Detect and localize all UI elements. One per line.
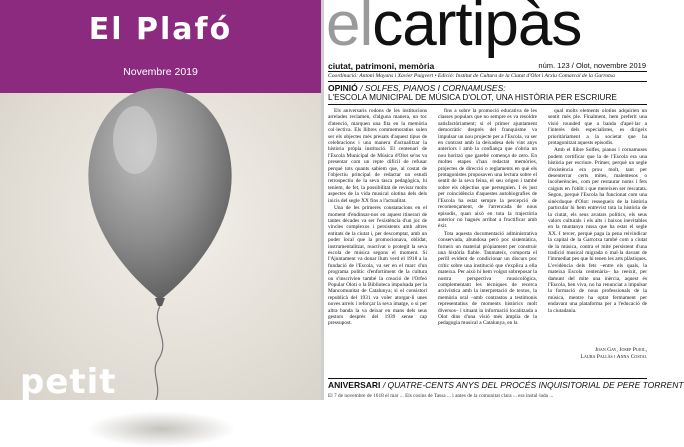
masthead-dark: cartipàs (372, 0, 582, 59)
section-label: OPINIÓ (328, 83, 358, 93)
issue-info: núm. 123 / Olot, novembre 2019 (538, 61, 646, 70)
rule (328, 378, 647, 379)
paragraph: Tota aquesta documentació administrativa conservada, abundosa però poc sistemàtica, forneix un material pròpiament per construir una història fiable. Tanmateix, comporta el perill evident de condicionar un discurs poc crític sobre una institució que s'explica a ella mateixa. Per això hi hem volgut sobreposar la nostra perspectiva musicològica, complementant les tècniques de recerca arxivística amb la interpretació de textos, la memòria oral –amb contrastos a testimonis representatius de moments històrics molt diversos– i situant la informació localitzada a Olot dins d'una visió més àmplia de la pedagogia musical a Catalunya, en la (438, 230, 537, 327)
masthead-subtitle: ciutat, patrimoni, memòria (328, 61, 435, 71)
balloon-shadow (86, 411, 236, 447)
masthead-light: el (326, 0, 373, 59)
paragraph: Els aniversaris rodons de les institucions arrelades reclamen, d'alguna manera, un toc d'atenció, marquen una fita en la memòria col·lectiva. Els llibres commemoratius solen ser els objectes més preuats d'aquest tipus de celebracions i una manera d'actualitzar la història pròpia institució. El centenari de l'Escola Municipal de Música d'Olot se'ns va presentar com un repte difícil de refusar perquè tots quants sabíem que, al costat de l'objectiu principal de redactar un estudi retrospectiu de la seva tasca pedagògica, hi teníem, de fet, la possibilitat de revisar molts aspectes de la vida musical olotina dels dels inicis del segle XX fins a l'actualitat. (328, 108, 427, 204)
paragraph: Amb el llibre Solfes, pianos i cornamuses podem certificar que la de l'Escola era una història per escriure. Primer, perquè un segle d'existència era prou molt, tant per desenterrar certs mites, malentesos o incoherències, com per restaurar noms i fets caiguts en l'oblit i que mereixen ser rescatats. Segon, perquè l'Escola ha funcionat com una sinècdoque d'Olot: ressegueix de la història particular hi hem entrevist tota la història de la ciutat, els seus avatars polítics, els seus valors culturals i els alts i baixos inevitables en la muntanya russa que ha estat el segle XX. I tercer, perquè paga la pena reivindicar la capital de la Garrotxa també com a ciutat de la música, contra el mite persistent d'una tradició musical migrada o mal·la davant de l'immediat pes que hi tenen les arts plàstiques. L'evidència dels fets –entre els quals, la mateixa Escola centenària– ha reeixit, per damunt del mite una inèrcia, aquest és l'Escola, ben viva, no ha renunciat a impulsar la formació de nous professionals de la música, mentre ha optat fermament per endavant una plataforma per a l'educació de la ciutadania. (548, 147, 647, 314)
next-article-text: El 7 de novembre de 1618 el mar ... Els cosins de Tassa ... i antes de la comunitat clara ... era instal·lada ... (328, 393, 554, 399)
paragraph: qual molts elements olotins adquirien un sentit més ple. Finalment, hem preferit una visió rounded que a banda d'apel·lar a l'interès dels especialistes, es dirigeix prioritàriament a la societat que ha protagonitzat aquests episodis. (548, 108, 647, 147)
balloon-illustration (0, 0, 321, 400)
section-heading-aniversari (328, 380, 684, 390)
section-label: ANIVERSARI (328, 380, 381, 390)
cover-date: Novembre 2019 (123, 66, 198, 78)
rule (328, 104, 647, 105)
page-divider (321, 0, 324, 400)
article-column-2 (438, 108, 537, 378)
article-column-1 (328, 108, 427, 378)
cover-title: El Plafó (88, 12, 233, 47)
cover-panel (0, 0, 321, 400)
cover-word: petit (20, 362, 117, 402)
masthead (326, 0, 582, 59)
article-column-3 (548, 108, 647, 346)
credits-line: Coordinació: Antoni Mayans i Xavier Puigvert • Edició: Institut de Cultura de la Ciutat d'Olot i Arxiu Comarcal de la Garrotxa (328, 73, 615, 79)
rule (328, 81, 647, 82)
rule (328, 71, 647, 72)
paragraph: fins a sobre la promoció educativa de les classes populars que no sempre es va resoldre satisfactòriament; si el primer ajuntament democràtic després del franquisme va impulsar un nou projecte per a l'Escola, va ser en contrast amb la deixadesa dels vint anys anteriors i amb la confiança que s'obria un nou horitzó que garebé comença de zero. En moltes etapes s'han redactat memòries, projectes de direcció o reglaments en què els protagonistes proposaven una lectura sobre el sentit de la seva feina, el seu origen i també sobre els objectius que perseguien. I és just per coincidència d'aquestes autobiografies de l'Escola ha estat sempre la percepció de recomençament, de l'arrencada de nous episodis, quan això en tota la trajectòria anterior no hagués arribat a fructificar amb èxit. (438, 108, 537, 230)
section-sub: / QUATRE-CENTS ANYS DEL PROCÉS INQUISITORIAL DE PERE TORRENT (382, 380, 684, 390)
section-heading-opinio (328, 83, 647, 93)
newspaper-page (326, 0, 684, 400)
article-signature: Joan Gay, Josep Pujol, Laura Pallàs i Anna Costal (580, 347, 647, 360)
section-sub: / SOLFES, PIANOS I CORNAMUSES: (360, 83, 506, 93)
paragraph: Una de les primeres constatacions en el moment d'endinsar-nos en aquest itinerari de tantes dècades va ser l'existència d'un joc de vincles complexos i persistents amb altres entitats de la ciutat i, per descomptat, amb un poder local que la promocionava, oblidat, instrumentalitzat, reactivat o protegit la seva escola de música segons el moment. Si l'Ajuntament va donar llum verd el 1918 a la fundació de l'Escola, va ser en el marc d'un programa polític d'enfortiment de la cultura on s'inscrivien també la creació de l'Orfeó Popular Olotí o la Biblioteca impulsada per la Mancomunitat de Catalunya; si el consistori republicà del 1931 va voler atorgar-li unes noves arrels i reforçar la seva imatge, o si per altra banda la va deixar en mans dels seus gestors després del 1939 sense cap pressupost. (328, 205, 427, 327)
article-headline: L'ESCOLA MUNICIPAL DE MÚSICA D'OLOT, UNA HISTÒRIA PER ESCRIURE (328, 93, 617, 102)
